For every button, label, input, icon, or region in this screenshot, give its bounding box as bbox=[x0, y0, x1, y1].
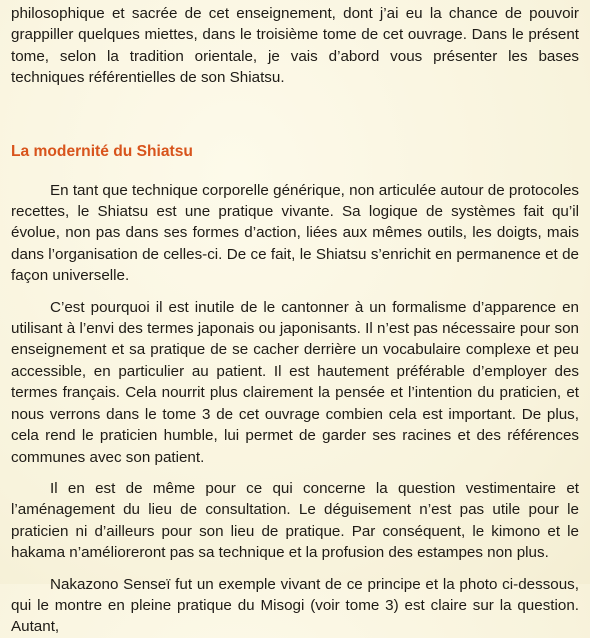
body-paragraph-4: Nakazono Senseï fut un exemple vivant de ce principe et la photo ci-dessous, qui le montre en pleine pratique du Misogi (voir tome 3) est claire sur la question. Autant, bbox=[11, 575, 579, 636]
body-paragraph-2: C’est pourquoi il est inutile de le cantonner à un formalisme d’apparence en utilisant à l’envi des termes japonais ou japonisants. Il n’est pas nécessaire pour son enseignement et sa pratique de se cacher derrière un vocabulaire complexe et peu accessible, en particulier au patient. Il est hautement préférable d’employer des termes français. Cela nourrit plus clairement la pensée et l’intention du praticien, et nous verrons dans le tome 3 de cet ouvrage combien cela est important. De plus, cela rend le praticien humble, lui permet de garder ses racines et des références communes avec son patient. bbox=[11, 298, 579, 466]
body-paragraph-3: Il en est de même pour ce qui concerne la question vestimentaire et l’aménagement du lieu de consultation. Le déguisement n’est pas utile pour le praticien ni d’ailleurs pour son lieu de pratique. Par conséquent, le kimono et le hakama n’amélioreront pas sa technique et la profusion des estampes non plus. bbox=[11, 479, 579, 562]
section-heading: La modernité du Shiatsu bbox=[11, 142, 193, 160]
body-paragraph-1: En tant que technique corporelle générique, non articulée autour de protocoles recettes, le Shiatsu est une pratique vivante. Sa logique de systèmes fait qu’il évolue, non pas dans ses formes d’action, liées aux mêmes outils, les doigts, mais dans l’organisation de celles-ci. De ce fait, le Shiatsu s’enrichit en permanence et de façon universelle. bbox=[11, 181, 579, 285]
intro-paragraph: philosophique et sacrée de cet enseignement, dont j’ai eu la chance de pouvoir grappiller quelques miettes, dans le troisième tome de cet ouvrage. Dans le présent tome, selon la tradition orientale, je vais d’abord vous présenter les bases techniques référentielles de son Shiatsu. bbox=[11, 5, 579, 87]
